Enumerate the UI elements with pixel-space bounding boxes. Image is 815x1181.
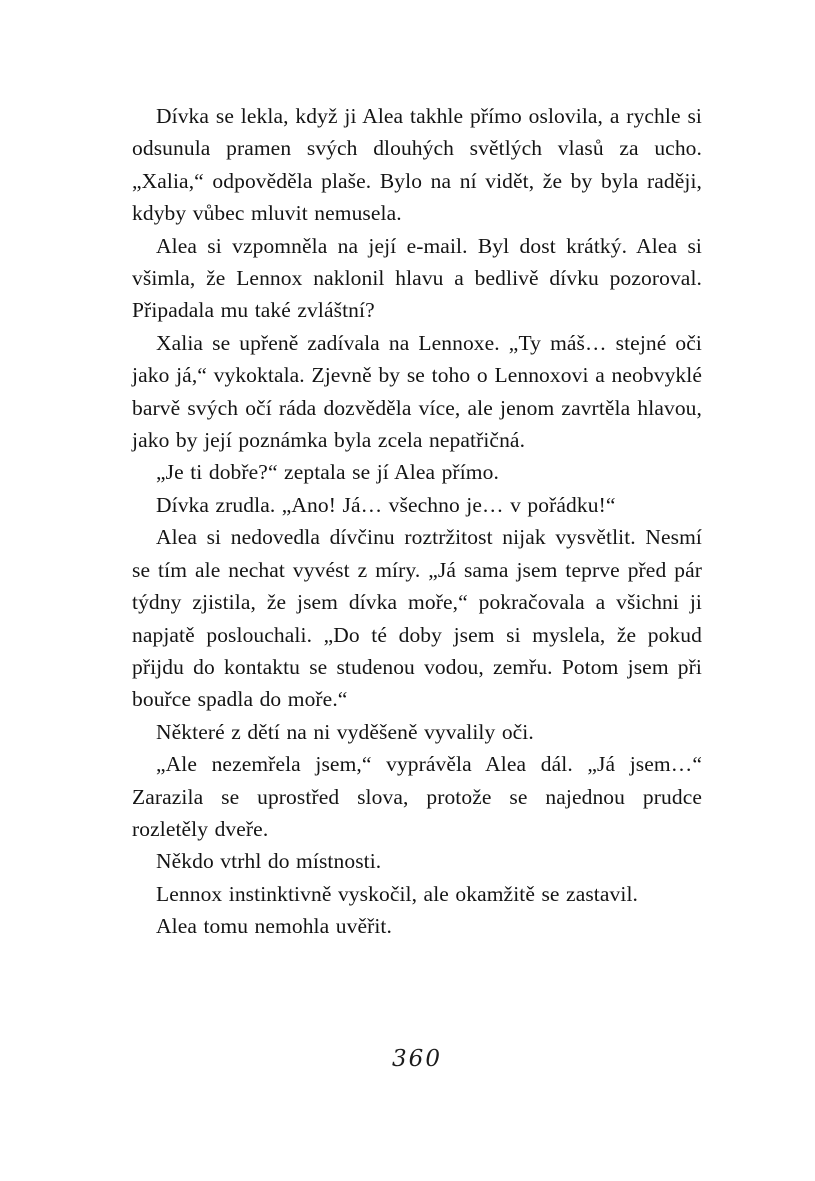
paragraph: Lennox instinktivně vyskočil, ale okamžitě se zastavil. <box>156 881 638 906</box>
paragraph: Někdo vtrhl do místnosti. <box>156 849 382 874</box>
page-number: 360 <box>392 1046 442 1072</box>
paragraph: Alea si vzpomněla na její e-mail. Byl dost krátký. Alea si všimla, že Lennox naklonil hlavu a bedlivě dívku pozoroval. Připadala mu také zvláštní? <box>132 233 702 323</box>
paragraph: „Je ti dobře?“ zeptala se jí Alea přímo. <box>156 460 499 485</box>
paragraph: Xalia se upřeně zadívala na Lennoxe. „Ty máš… stejné oči jako já,“ vykoktala. Zjevně by se toho o Lennoxovi a neobvyklé barvě svých očí ráda dozvěděla více, ale jenom zavrtěla hlavou, jako by její poznámka byla zcela nepatřičná. <box>132 330 702 453</box>
paragraph: Dívka se lekla, když ji Alea takhle přímo oslovila, a rychle si odsunula pramen svých dlouhých světlých vlasů za ucho. „Xalia,“ odpověděla plaše. Bylo na ní vidět, že by byla raději, kdyby vůbec mluvit nemusela. <box>132 104 702 226</box>
paragraph: Dívka zrudla. „Ano! Já… všechno je… v pořádku!“ <box>156 492 616 517</box>
paragraph: Alea tomu nemohla uvěřit. <box>156 914 392 939</box>
paragraph: „Ale nezemřela jsem,“ vyprávěla Alea dál. „Já jsem…“ Zarazila se uprostřed slova, protože se najednou prudce rozletěly dveře. <box>132 752 702 841</box>
body-text <box>132 100 702 943</box>
paragraph: Některé z dětí na ni vyděšeně vyvalily oči. <box>156 719 534 744</box>
paragraph: Alea si nedovedla dívčinu roztržitost nijak vysvětlit. Nesmí se tím ale nechat vyvést z míry. „Já sama jsem teprve před pár týdny zjistila, že jsem dívka moře,“ pokračovala a všichni ji napjatě poslouchali. „Do té doby jsem si myslela, že pokud přijdu do kontaktu se studenou vodou, zemřu. Potom jsem při bouřce spadla do moře.“ <box>132 525 702 712</box>
